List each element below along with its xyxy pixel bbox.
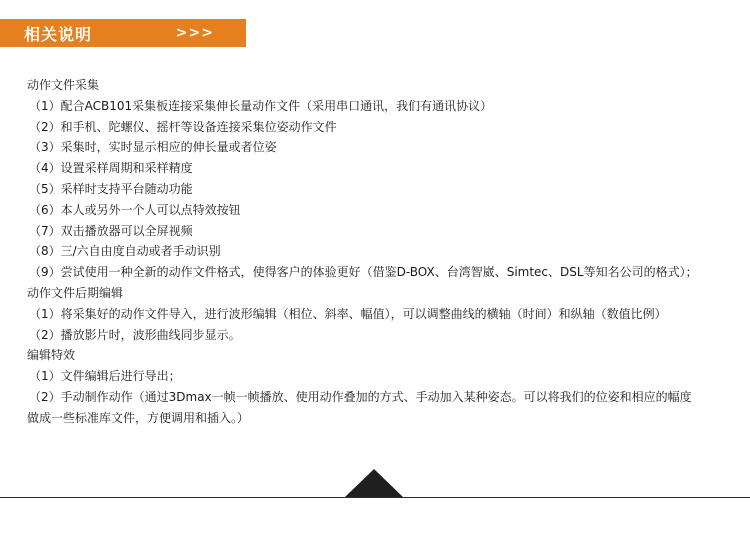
section-heading: 动作文件后期编辑	[27, 285, 124, 300]
list-item: （1）配合ACB101采集板连接采集伸长量动作文件（采用串口通讯，我们有通讯协议）	[29, 98, 493, 113]
list-item: （2）手动制作动作（通过3Dmax一帧一帧播放、使用动作叠加的方式、手动加入某种姿态。可以将我们的位姿和相应的幅度	[29, 389, 692, 404]
description-content	[27, 75, 727, 429]
list-item: （1）文件编辑后进行导出；	[29, 369, 181, 384]
list-item: （2）播放影片时，波形曲线同步显示。	[29, 327, 241, 342]
section-header-banner	[0, 19, 246, 47]
section-title: 相关说明	[24, 24, 93, 44]
list-item: （2）和手机、陀螺仪、摇杆等设备连接采集位姿动作文件	[29, 119, 337, 134]
bottom-divider	[0, 497, 750, 498]
section-heading: 编辑特效	[27, 348, 76, 363]
list-item: （3）采集时，实时显示相应的伸长量或者位姿	[29, 140, 277, 155]
section-heading: 动作文件采集	[27, 78, 100, 92]
list-item: （6）本人或另外一个人可以点特效按钮	[29, 202, 241, 217]
list-item: （5）采样时支持平台随动功能	[29, 181, 193, 196]
list-item: （1）将采集好的动作文件导入，进行波形编辑（相位、斜率、幅值），可以调整曲线的横轴（时间）和纵轴（数值比例）	[29, 306, 667, 321]
list-item: （9）尝试使用一种全新的动作文件格式，使得客户的体验更好（借鉴D-BOX、台湾智崴、Simtec、DSL等知名公司的格式）；	[29, 265, 698, 280]
list-item: （8）三/六自由度自动或者手动识别	[29, 244, 221, 259]
list-item: （7）双击播放器可以全屏视频	[29, 223, 193, 238]
list-item: （4）设置采样周期和采样精度	[29, 161, 193, 176]
chevrons-right-icon: >>>	[175, 25, 214, 41]
list-item-continuation: 做成一些标准库文件，方便调用和插入。）	[27, 410, 250, 425]
triangle-up-icon	[345, 469, 403, 497]
